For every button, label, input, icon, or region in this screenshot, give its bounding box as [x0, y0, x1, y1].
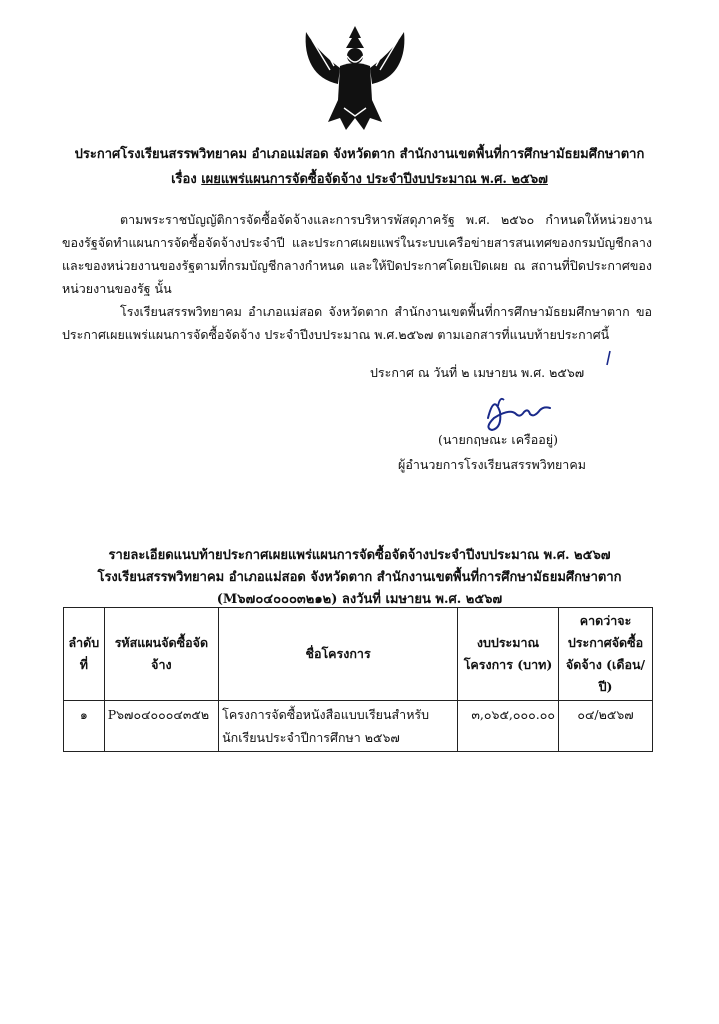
pen-mark-icon [598, 350, 616, 368]
announcement-title: ประกาศโรงเรียนสรรพวิทยาคม อำเภอแม่สอด จังหวัดตาก สำนักงานเขตพื้นที่การศึกษามัธยมศึกษาตาก [74, 147, 645, 162]
attachment-title-3: (M๖๗๐๔๐๐๐๓๒๑๒) ลงวันที่ เมษายน พ.ศ. ๒๕๖๗ [216, 592, 503, 607]
row-month: ๐๔/๒๕๖๗ [559, 701, 653, 752]
procurement-plan-table [63, 607, 653, 752]
column-header-month: คาดว่าจะประกาศจัดซื้อจัดจ้าง (เดือน/ปี) [559, 608, 653, 701]
garuda-emblem-icon [300, 22, 410, 137]
subject-prefix: เรื่อง [171, 172, 202, 187]
signer-title: ผู้อำนวยการโรงเรียนสรรพวิทยาคม [398, 457, 586, 472]
attachment-title-2: โรงเรียนสรรพวิทยาคม อำเภอแม่สอด จังหวัดตาก สำนักงานเขตพื้นที่การศึกษามัธยมศึกษาตาก [97, 570, 622, 585]
signer-name: (นายกฤษณะ เครืออยู่) [438, 432, 558, 447]
body-paragraph-1: ตามพระราชบัญญัติการจัดซื้อจัดจ้างและการบริหารพัสดุภาครัฐ พ.ศ. ๒๕๖๐ กำหนดให้หน่วยงานของรัฐจัดทำแผนการจัดซื้อจัดจ้างประจำปี และประกาศเผยแพร่ในระบบเครือข่ายสารสนเทศของกรมบัญชีกลางและของหน่วยงานของรัฐตามที่กรมบัญชีกลางกำหนด และให้ปิดประกาศโดยเปิดเผย ณ สถานที่ปิดประกาศของหน่วยงานของรัฐ นั้น [62, 212, 652, 296]
announcement-subject [40, 167, 679, 192]
announcement-date: ประกาศ ณ วันที่ ๒ เมษายน พ.ศ. ๒๕๖๗ [370, 365, 585, 380]
row-budget: ๓,๐๖๕,๐๐๐.๐๐ [458, 701, 559, 752]
announcement-header [40, 142, 679, 192]
body-paragraph-2: โรงเรียนสรรพวิทยาคม อำเภอแม่สอด จังหวัดตาก สำนักงานเขตพื้นที่การศึกษามัธยมศึกษาตาก ขอประกาศเผยแพร่แผนการจัดซื้อจัดจ้าง ประจำปีงบประมาณ พ.ศ.๒๕๖๗ ตามเอกสารที่แนบท้ายประกาศนี้ [62, 304, 652, 342]
table-header-row [64, 608, 653, 701]
attachment-header [40, 545, 679, 611]
announcement-body [62, 208, 652, 346]
attachment-title-1: รายละเอียดแนบท้ายประกาศเผยแพร่แผนการจัดซื้อจัดจ้างประจำปีงบประมาณ พ.ศ. ๒๕๖๗ [108, 548, 611, 563]
column-header-no: ลำดับที่ [64, 608, 105, 701]
column-header-name: ชื่อโครงการ [219, 608, 458, 701]
table-row [64, 701, 653, 752]
subject-topic: เผยแพร่แผนการจัดซื้อจัดจ้าง ประจำปีงบประมาณ พ.ศ. ๒๕๖๗ [201, 172, 548, 187]
row-code: P๖๗๐๔๐๐๐๔๓๕๒ [104, 701, 218, 752]
column-header-code: รหัสแผนจัดซื้อจัดจ้าง [104, 608, 218, 701]
row-no: ๑ [64, 701, 105, 752]
row-name: โครงการจัดซื้อหนังสือแบบเรียนสำหรับนักเรียนประจำปีการศึกษา ๒๕๖๗ [219, 701, 458, 752]
column-header-budget: งบประมาณโครงการ (บาท) [458, 608, 559, 701]
